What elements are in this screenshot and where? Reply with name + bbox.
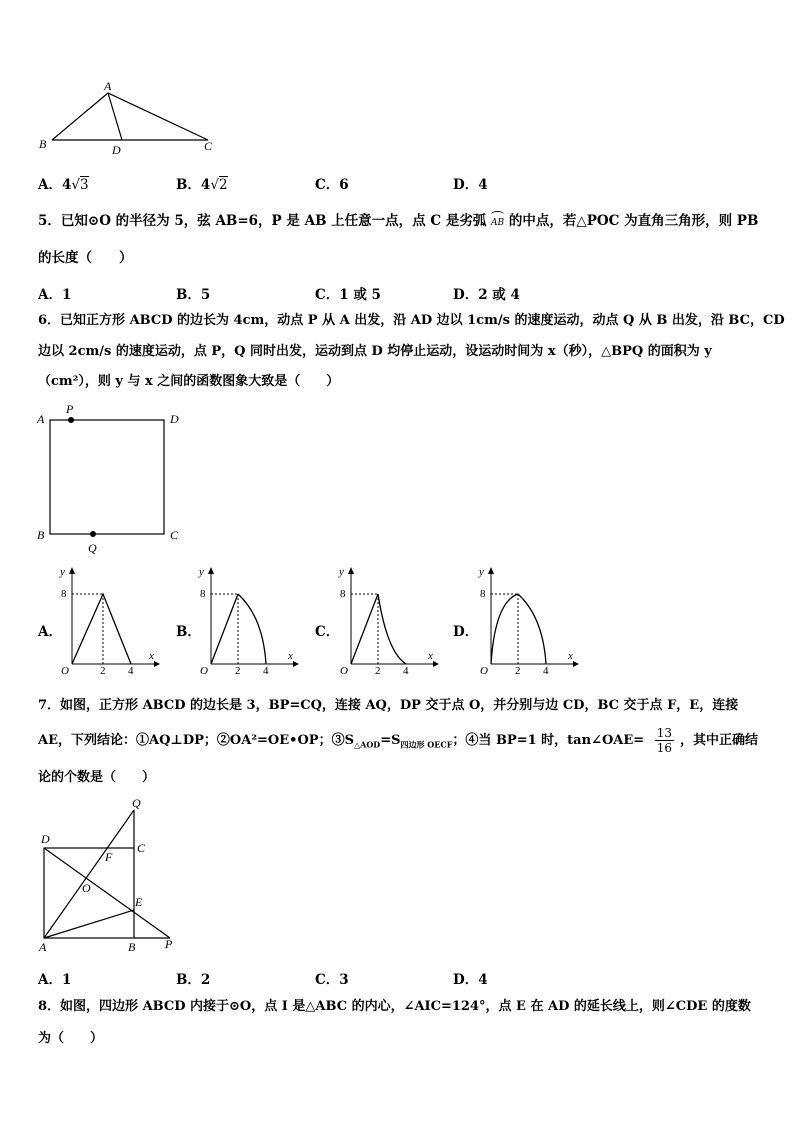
q6-graph-c-y-label: y: [339, 566, 344, 578]
q6-graph-d-x-tick-2: 2: [515, 665, 521, 677]
q5-question-line2: 的长度（ ）: [38, 250, 133, 266]
q5-option-b[interactable]: B．5: [176, 287, 211, 303]
q6-graph-d-x-tick-4: 4: [543, 665, 549, 677]
q6-graph-c-x-tick-2: 2: [375, 665, 381, 677]
q7-text-b: ；④当 BP=1 时，tan∠OAE=: [452, 733, 645, 748]
q6-option-c-letter[interactable]: C．: [315, 624, 340, 640]
q6-option-d-letter[interactable]: D．: [453, 624, 479, 640]
q6-graph-c[interactable]: [335, 562, 445, 680]
q6-graph-b[interactable]: [195, 562, 305, 680]
q4-option-b-value: 4: [200, 177, 211, 193]
q7-text-a: AE，下列结论：①AQ⊥DP；②OA²=OE•OP；③S: [38, 733, 354, 748]
q6-square-figure: [34, 402, 194, 558]
q7-sub-aod: △AOD: [353, 739, 381, 750]
q6-graph-a-y-label: y: [60, 566, 65, 578]
q7-fraction-denominator: 16: [656, 741, 672, 755]
q4-label-b: B: [39, 137, 47, 151]
q4-option-a-letter: A．: [38, 177, 62, 193]
q6-label-p: P: [66, 402, 74, 416]
q7-option-b[interactable]: B．2: [176, 972, 211, 988]
q6-graph-a-x-label: x: [149, 650, 154, 662]
q6-graph-c-y-tick: 8: [340, 588, 346, 600]
q7-fraction-numerator: 13: [656, 726, 672, 740]
q4-option-c-letter: C．: [315, 177, 340, 193]
q6-label-q: Q: [88, 541, 97, 555]
q7-fraction: [655, 726, 674, 755]
q8-question-line1: 8．如图，四边形 ABCD 内接于⊙O，点 I 是△ABC 的内心，∠AIC=124°，点 E 在 AD 的延长线上，则∠CDE 的度数: [38, 999, 751, 1014]
q5-option-a[interactable]: A．1: [38, 287, 72, 303]
sqrt-icon: √: [210, 177, 219, 193]
q7-label-d: D: [41, 832, 50, 846]
q6-graph-d-y-tick: 8: [480, 588, 486, 600]
q4-option-d[interactable]: [453, 173, 488, 193]
q4-label-c: C: [204, 139, 213, 153]
q5-option-c[interactable]: C．1 或 5: [315, 287, 381, 303]
q4-option-d-value: 4: [478, 177, 488, 193]
q6-label-d: D: [170, 412, 179, 426]
q6-graph-b-x-label: x: [288, 650, 293, 662]
q6-graph-b-y-tick: 8: [200, 588, 206, 600]
q4-option-b-letter: B．: [176, 177, 201, 193]
q7-question-line2: [38, 724, 758, 758]
q8-question-line2: 为（ ）: [38, 1031, 104, 1046]
q7-option-c[interactable]: C．3: [315, 972, 349, 988]
q6-label-a: A: [37, 412, 45, 426]
q6-graph-b-y-label: y: [199, 566, 204, 578]
q7-label-q: Q: [132, 796, 141, 810]
q6-graph-a-x-tick-2: 2: [100, 665, 106, 677]
q6-graph-d[interactable]: [475, 562, 585, 680]
q6-graph-a[interactable]: [56, 562, 166, 680]
q6-option-b-letter[interactable]: B．: [176, 624, 201, 640]
q6-question-line1: 6．已知正方形 ABCD 的边长为 4cm，动点 P 从 A 出发，沿 AD 边以 1cm/s 的速度运动，动点 Q 从 B 出发，沿 BC，CD: [38, 313, 785, 328]
q6-label-c: C: [170, 528, 179, 542]
q4-label-d: D: [112, 143, 121, 157]
q4-option-a[interactable]: [38, 173, 89, 193]
q7-question-line3: 论的个数是（ ）: [38, 770, 156, 785]
q7-label-o: O: [82, 881, 91, 895]
q4-option-b[interactable]: [176, 173, 228, 193]
q6-graph-d-y-label: y: [479, 566, 484, 578]
q5-text-b: 的中点，若△POC 为直角三角形，则 PB: [508, 213, 759, 229]
q7-label-a: A: [39, 940, 47, 954]
q4-option-a-radical: 3: [80, 177, 89, 193]
q7-square-figure: [34, 794, 184, 954]
q4-option-a-value: 4: [61, 177, 72, 193]
q6-graph-a-origin: O: [61, 665, 69, 677]
q4-triangle-figure: [36, 78, 226, 158]
q6-graph-a-x-tick-4: 4: [128, 665, 134, 677]
q7-sub-oecf: 四边形 OECF: [400, 739, 453, 750]
q6-graph-a-y-tick: 8: [61, 588, 67, 600]
q6-question-line2: 边以 2cm/s 的速度运动，点 P，Q 同时出发，运动到点 D 均停止运动，设运动时间为 x（秒），△BPQ 的面积为 y: [38, 344, 712, 359]
q6-graph-d-origin: O: [480, 665, 488, 677]
q4-option-b-radical: 2: [218, 177, 228, 193]
q5-text-a: 5．已知⊙O 的半径为 5，弦 AB=6，P 是 AB 上任意一点，点 C 是劣弧: [38, 213, 487, 229]
q7-option-d[interactable]: D．4: [453, 972, 488, 988]
q7-label-f: F: [105, 850, 113, 864]
q7-option-a[interactable]: A．1: [38, 972, 72, 988]
q6-question-line3: （cm²），则 y 与 x 之间的函数图象大致是（ ）: [38, 374, 340, 389]
q7-label-c: C: [137, 841, 146, 855]
q4-option-c[interactable]: [315, 173, 349, 193]
q6-graph-b-origin: O: [200, 665, 208, 677]
q7-text-eq: =S: [380, 733, 401, 748]
sqrt-icon: √: [71, 177, 80, 193]
q6-graph-c-origin: O: [340, 665, 348, 677]
q7-question-line1: 7．如图，正方形 ABCD 的边长是 3，BP=CQ，连接 AQ，DP 交于点 O，并分别与边 CD，BC 交于点 F，E，连接: [38, 698, 739, 713]
q6-graph-d-x-label: x: [568, 650, 573, 662]
q4-option-c-value: 6: [339, 177, 349, 193]
q6-graph-b-x-tick-4: 4: [263, 665, 269, 677]
q7-label-e: E: [135, 895, 143, 909]
q5-option-d[interactable]: D．2 或 4: [453, 287, 520, 303]
q6-label-b: B: [37, 528, 45, 542]
q6-graph-c-x-tick-4: 4: [403, 665, 409, 677]
q6-graph-c-x-label: x: [428, 650, 433, 662]
q7-text-c: ，其中正确结: [679, 733, 758, 748]
q7-label-p: P: [165, 937, 173, 951]
q4-option-d-letter: D．: [453, 177, 479, 193]
q6-graph-b-x-tick-2: 2: [235, 665, 241, 677]
q5-question-line1: [38, 212, 758, 232]
q6-option-a-letter[interactable]: A．: [38, 624, 62, 640]
q4-label-a: A: [104, 79, 112, 93]
q7-label-b: B: [128, 940, 136, 954]
q5-arc-label: AB: [491, 214, 504, 232]
